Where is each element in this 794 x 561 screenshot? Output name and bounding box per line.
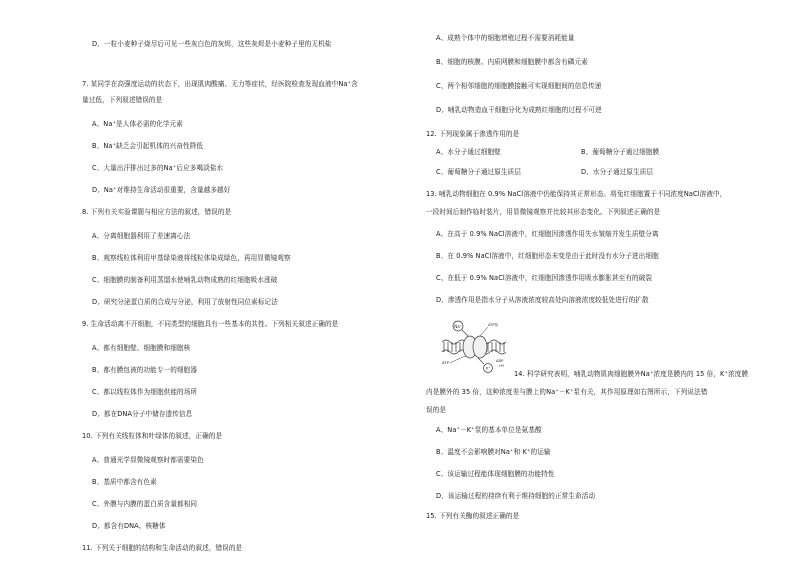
na-ion-label: Na⁺ bbox=[454, 324, 462, 329]
q9-option-c: C、都以线粒体作为细胞供能的场所 bbox=[92, 388, 198, 396]
q11-stem: 11. 下列关于细胞的结构和生命活动的叙述，错误的是 bbox=[82, 544, 243, 552]
q13-option-c: C、在低于 0.9% NaCl溶液中，红细胞因渗透作用吸水膨胀甚至有的破裂 bbox=[436, 274, 653, 282]
q14-option-d: D、该运输过程的持续有利于维持细胞的正常生命活动 bbox=[436, 492, 596, 500]
na-k-pump-figure bbox=[440, 318, 510, 378]
q9-option-a: A、都有细胞壁、细胞膜和细胞核 bbox=[92, 344, 191, 352]
q14-option-b: B、温度不会影响膜对Na⁺和 K⁺的运输 bbox=[436, 448, 551, 456]
q7-stem-cont: 量过低，下列叙述错误的是 bbox=[82, 96, 163, 104]
na-arrow bbox=[462, 330, 468, 336]
na-k-pump-diagram bbox=[440, 318, 510, 378]
q15-stem: 15. 下列有关酶的叙述正确的是 bbox=[426, 512, 520, 520]
q8-stem: 8. 下列有关实验课题与相应方法的叙述，错误的是 bbox=[82, 208, 232, 216]
pump-arrow bbox=[480, 327, 488, 336]
q10-stem: 10. 下列有关线粒体和叶绿体的叙述，正确的是 bbox=[82, 432, 223, 440]
q9-stem: 9. 生命活动离不开细胞，不同类型的细胞具有一些基本的共性。下列相关叙述正确的是 bbox=[82, 320, 339, 328]
pi-label: +Pi bbox=[498, 364, 504, 368]
q13-stem-cont: 一段时间后制作临时装片，用显微镜观察并比较其形态变化。下列叙述正确的是 bbox=[426, 208, 661, 216]
q7-option-a: A、Na⁺是人体必需的化学元素 bbox=[92, 120, 183, 128]
atp-label: ATP bbox=[442, 360, 449, 365]
atp-arrow bbox=[450, 356, 466, 363]
q8-option-d: D、研究分泌蛋白质的合成与分泌，利用了放射性同位素标记法 bbox=[92, 298, 278, 306]
q14-option-a: A、Na⁺－K⁺泵的基本单位是氨基酸 bbox=[436, 426, 542, 434]
q10-option-a: A、普通光学显微镜观察时都需要染色 bbox=[92, 456, 204, 464]
q13-option-b: B、在 0.9% NaCl溶液中，红细胞形态未变是由于此时没有水分子进出细胞 bbox=[436, 252, 659, 260]
k-ion-label: K⁺ bbox=[485, 366, 491, 371]
q7-option-c: C、大量出汗排出过多的Na⁺后应多喝淡盐水 bbox=[92, 164, 224, 172]
q8-option-b: B、观察线粒体利用甲基绿染液将线粒体染成绿色，再用显微镜观察 bbox=[92, 254, 291, 262]
q14-stem-end: 误的是 bbox=[426, 406, 447, 414]
atp-pump-label: ATP泵 bbox=[488, 323, 499, 327]
adp-label: ADP bbox=[496, 359, 504, 363]
q14-stem-cont: 内是膜外的 35 倍，这种浓度差与膜上的Na⁺－K⁺泵有关，其作用原理如右图所示，下列说法错 bbox=[426, 388, 708, 396]
q8-option-a: A、分离细胞器利用了差速离心法 bbox=[92, 232, 191, 240]
q7-option-b: B、Na⁺缺乏会引起机体的兴奋性降低 bbox=[92, 142, 204, 150]
q12-option-c: C、葡萄糖分子通过原生质层 bbox=[436, 168, 522, 176]
q8-option-c: C、细胞膜的制备利用蒸馏水使哺乳动物成熟的红细胞吸水涨破 bbox=[92, 276, 278, 284]
q13-option-d: D、渗透作用是指水分子从溶液浓度较高处向溶液浓度较低处进行的扩散 bbox=[436, 296, 649, 304]
q12-option-d bbox=[581, 168, 653, 177]
q11-option-a: A、成熟个体中的细胞增殖过程不需要消耗能量 bbox=[436, 34, 575, 42]
q12-option-b bbox=[581, 148, 659, 157]
k-arrow bbox=[478, 358, 484, 364]
q7-stem: 7. 某同学在高强度运动的状态下，出现肌肉酸痛、无力等症状，经医院检查发现血液中Na⁺含 bbox=[82, 80, 358, 88]
q11-option-c: C、两个相邻细胞的细胞膜接触可实现细胞间的信息传递 bbox=[436, 82, 602, 90]
q12-option-b-text: B、葡萄糖分子通过细胞膜 bbox=[581, 148, 660, 156]
q9-option-d: D、都在DNA分子中储存遗传信息 bbox=[92, 410, 193, 418]
q9-option-b: B、都有膜包被的功能专一的细胞器 bbox=[92, 366, 198, 374]
q6-option-d: D、一粒小麦种子烧尽后可见一些灰白色的灰烬，这些灰烬是小麦种子里的无机盐 bbox=[92, 40, 332, 48]
q11-option-d: D、哺乳动物造血干细胞分化为成熟红细胞的过程不可逆 bbox=[436, 106, 602, 114]
q12-option-a: A、水分子通过细胞壁 bbox=[436, 148, 501, 156]
q13-stem: 13. 哺乳动物细胞在 0.9% NaCl溶液中仍能保持其正常形态。将兔红细胞置于不同浓度NaCl溶液中， bbox=[426, 190, 727, 198]
q13-option-a: A、在高于 0.9% NaCl溶液中，红细胞因渗透作用失水皱缩并发生质壁分离 bbox=[436, 230, 659, 238]
q14-stem: 14. 科学研究表明，哺乳动物肌肉细胞膜外Na⁺浓度是膜内的 15 倍，K⁺浓度膜 bbox=[514, 370, 749, 378]
q7-option-d: D、Na⁺对维持生命活动很重要，含量越多越好 bbox=[92, 186, 231, 194]
q10-option-b: B、基质中都含有色素 bbox=[92, 478, 157, 486]
q14-option-c: C、该运输过程能体现细胞膜的功能特性 bbox=[436, 470, 555, 478]
q12-option-d-text: D、水分子通过原生质层 bbox=[581, 168, 654, 176]
pump-protein bbox=[463, 336, 487, 358]
q11-option-b: B、细胞的核膜、内质网膜和细胞膜中都含有磷元素 bbox=[436, 58, 588, 66]
q12-stem: 12. 下列现象属于渗透作用的是 bbox=[426, 130, 520, 138]
q10-option-c: C、外膜与内膜的蛋白质含量都相同 bbox=[92, 500, 198, 508]
q10-option-d: D、都含有DNA、核糖体 bbox=[92, 522, 166, 530]
